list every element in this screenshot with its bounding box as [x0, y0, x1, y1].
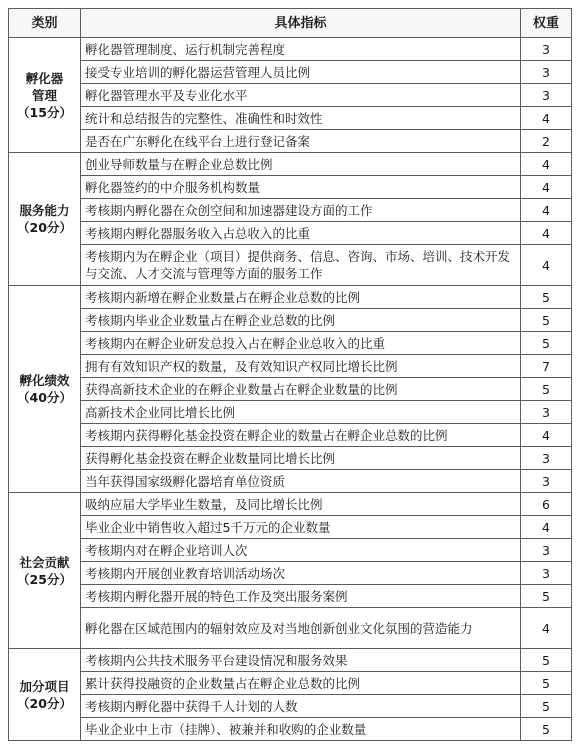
weight-cell: 3 [521, 470, 572, 493]
weight-cell: 7 [521, 355, 572, 378]
evaluation-sheet [8, 8, 571, 748]
weight-cell: 5 [521, 378, 572, 401]
indicator-cell: 考核期内孵化器中获得千人计划的人数 [81, 695, 521, 718]
weight-cell: 5 [521, 332, 572, 355]
table-row [9, 355, 572, 378]
table-row [9, 222, 572, 245]
category-label-line: （20分） [17, 695, 72, 711]
indicator-cell: 孵化器管理水平及专业化水平 [81, 84, 521, 107]
header-weight: 权重 [521, 9, 572, 38]
indicator-cell: 考核期内为在孵企业（项目）提供商务、信息、咨询、市场、培训、技术开发与交流、人才交流与管理等方面的服务工作 [81, 245, 521, 286]
weight-cell: 4 [521, 245, 572, 286]
weight-cell: 4 [521, 608, 572, 649]
weight-cell: 3 [521, 562, 572, 585]
weight-cell: 3 [521, 539, 572, 562]
weight-cell: 5 [521, 286, 572, 309]
category-cell [9, 649, 81, 741]
table-row [9, 608, 572, 649]
weight-cell: 5 [521, 695, 572, 718]
indicator-cell: 考核期内开展创业教育培训活动场次 [81, 562, 521, 585]
weight-cell: 3 [521, 38, 572, 61]
weight-cell: 4 [521, 176, 572, 199]
indicator-cell: 孵化器管理制度、运行机制完善程度 [81, 38, 521, 61]
weight-cell: 5 [521, 649, 572, 672]
weight-cell: 6 [521, 493, 572, 516]
weight-cell: 4 [521, 153, 572, 176]
category-label-line: （15分） [17, 104, 72, 120]
indicator-cell: 孵化器在区域范围内的辐射效应及对当地创新创业文化氛围的营造能力 [81, 608, 521, 649]
indicator-cell: 考核期内毕业企业数量占在孵企业总数的比例 [81, 309, 521, 332]
weight-cell: 4 [521, 222, 572, 245]
table-row [9, 695, 572, 718]
table-row [9, 378, 572, 401]
weight-cell: 5 [521, 585, 572, 608]
category-cell [9, 286, 81, 493]
indicator-cell: 考核期内获得孵化基金投资在孵企业的数量占在孵企业总数的比例 [81, 424, 521, 447]
table-row [9, 424, 572, 447]
table-row [9, 672, 572, 695]
indicator-table [8, 8, 572, 741]
indicator-cell: 拥有有效知识产权的数量，及有效知识产权同比增长比例 [81, 355, 521, 378]
indicator-cell: 接受专业培训的孵化器运营管理人员比例 [81, 61, 521, 84]
category-label-line: 服务能力 [19, 203, 70, 218]
category-cell [9, 493, 81, 649]
indicator-cell: 累计获得投融资的企业数量占在孵企业总数的比例 [81, 672, 521, 695]
indicator-cell: 高新技术企业同比增长比例 [81, 401, 521, 424]
indicator-cell: 创业导师数量与在孵企业总数比例 [81, 153, 521, 176]
table-row [9, 401, 572, 424]
indicator-cell: 吸纳应届大学毕业生数量，及同比增长比例 [81, 493, 521, 516]
weight-cell: 5 [521, 672, 572, 695]
table-row [9, 176, 572, 199]
category-label-line: （20分） [17, 220, 72, 235]
header-indicator: 具体指标 [81, 9, 521, 38]
category-cell [9, 153, 81, 286]
table-row [9, 516, 572, 539]
weight-cell: 2 [521, 130, 572, 153]
table-row [9, 286, 572, 309]
table-row [9, 199, 572, 222]
weight-cell: 4 [521, 424, 572, 447]
category-label-line: （25分） [17, 571, 72, 587]
weight-cell: 5 [521, 309, 572, 332]
weight-cell: 3 [521, 447, 572, 470]
table-row [9, 61, 572, 84]
table-row [9, 84, 572, 107]
weight-cell: 4 [521, 107, 572, 130]
table-row [9, 718, 572, 741]
weight-cell: 3 [521, 401, 572, 424]
table-row [9, 470, 572, 493]
indicator-cell: 考核期内孵化器开展的特色工作及突出服务案例 [81, 585, 521, 608]
category-label-line: 孵化绩效 [19, 373, 70, 388]
indicator-cell: 当年获得国家级孵化器培育单位资质 [81, 470, 521, 493]
table-row [9, 153, 572, 176]
table-row [9, 332, 572, 355]
indicator-cell: 是否在广东孵化在线平台上进行登记备案 [81, 130, 521, 153]
category-label-line: 管理 [31, 87, 57, 103]
indicator-cell: 毕业企业中上市（挂牌）、被兼并和收购的企业数量 [81, 718, 521, 741]
table-row [9, 649, 572, 672]
indicator-cell: 考核期内对在孵企业培训人次 [81, 539, 521, 562]
category-label-line: 加分项目 [19, 678, 70, 694]
table-header-row [9, 9, 572, 38]
table-row [9, 539, 572, 562]
table-row [9, 130, 572, 153]
weight-cell: 4 [521, 199, 572, 222]
weight-cell: 5 [521, 718, 572, 741]
table-row [9, 562, 572, 585]
indicator-cell: 考核期内孵化器在众创空间和加速器建设方面的工作 [81, 199, 521, 222]
table-row [9, 493, 572, 516]
category-cell [9, 38, 81, 153]
indicator-cell: 考核期内在孵企业研发总投入占在孵企业总收入的比重 [81, 332, 521, 355]
table-row [9, 309, 572, 332]
weight-cell: 3 [521, 61, 572, 84]
category-label-line: 社会贡献 [19, 554, 70, 570]
indicator-cell: 考核期内公共技术服务平台建设情况和服务效果 [81, 649, 521, 672]
indicator-cell: 考核期内新增在孵企业数量占在孵企业总数的比例 [81, 286, 521, 309]
indicator-cell: 获得高新技术企业的在孵企业数量占在孵企业数量的比例 [81, 378, 521, 401]
category-label-line: 孵化器 [25, 70, 64, 86]
table-row [9, 107, 572, 130]
table-row [9, 585, 572, 608]
category-label-line: （40分） [17, 390, 72, 405]
table-row [9, 38, 572, 61]
table-row [9, 245, 572, 286]
indicator-cell: 考核期内孵化器服务收入占总收入的比重 [81, 222, 521, 245]
indicator-cell: 统计和总结报告的完整性、准确性和时效性 [81, 107, 521, 130]
indicator-cell: 获得孵化基金投资在孵企业数量同比增长比例 [81, 447, 521, 470]
table-body [9, 38, 572, 741]
indicator-cell: 毕业企业中销售收入超过5千万元的企业数量 [81, 516, 521, 539]
header-category: 类别 [9, 9, 81, 38]
table-row [9, 447, 572, 470]
weight-cell: 4 [521, 516, 572, 539]
indicator-cell: 孵化器签约的中介服务机构数量 [81, 176, 521, 199]
weight-cell: 3 [521, 84, 572, 107]
